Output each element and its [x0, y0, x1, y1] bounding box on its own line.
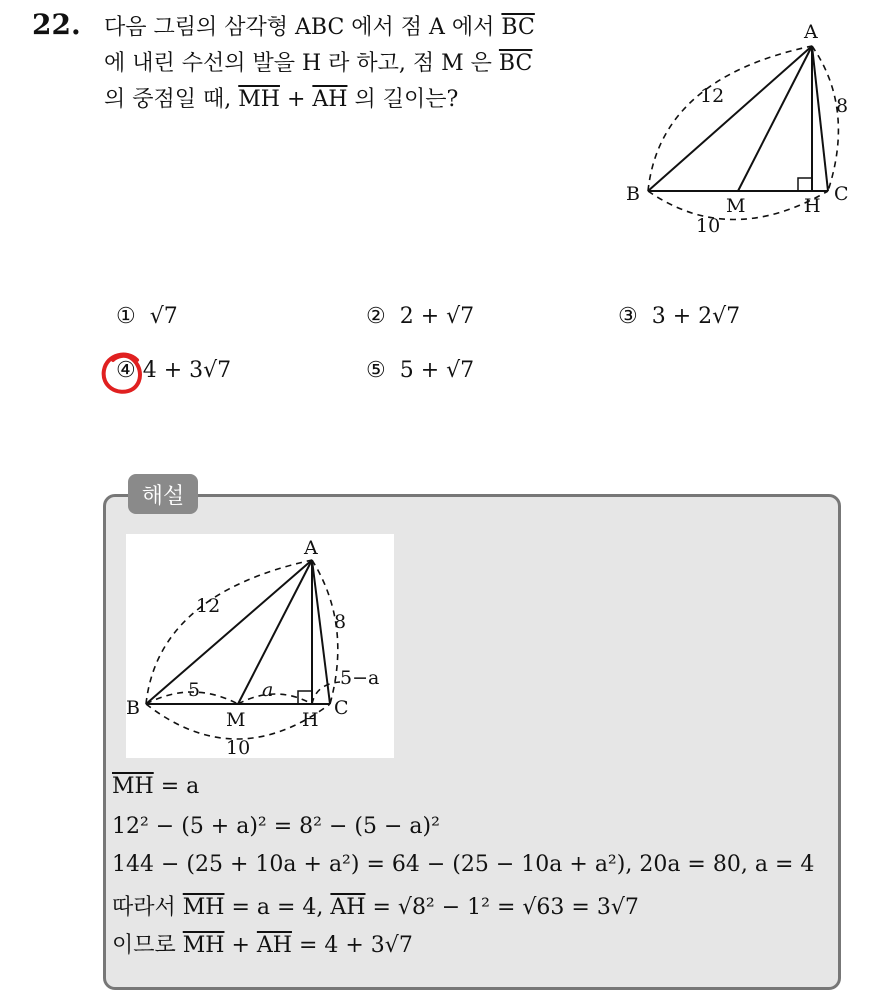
side-ab	[648, 46, 812, 191]
arc-mh	[238, 694, 312, 704]
label-a: A	[804, 21, 818, 43]
side-ac	[812, 46, 828, 191]
label-m: M	[726, 195, 746, 217]
segment-ah: $\overline{AH}$	[312, 87, 348, 112]
segment-bc: $\overline{BC}$	[501, 15, 535, 40]
question-line-1: 다음 그림의 삼각형 ABC 에서 점 A 에서 $\overline{BC}$	[104, 15, 535, 40]
triangle-figure	[610, 18, 860, 238]
solution-line-1: $\overline{MH} = a$	[112, 774, 200, 799]
solution-triangle-figure	[126, 534, 394, 758]
solution-line-5: 이므로 $\overline{MH} + \overline{AH} = 4 + 3√7$	[112, 933, 413, 958]
solution-line-3: 144 − (25 + 10a + a²) = 64 − (25 − 10a + a²), 20a = 80, a = 4	[112, 852, 815, 877]
choice-4[interactable]: ④ 4 + 3√7	[116, 358, 232, 383]
solution-line-2: 12² − (5 + a)² = 8² − (5 − a)²	[112, 814, 440, 839]
label-h: H	[302, 709, 319, 731]
question-number: 22.	[32, 8, 81, 41]
side-ab	[146, 560, 312, 704]
choice-2[interactable]: ② 2 + √7	[366, 304, 475, 329]
label-bc: 10	[696, 215, 721, 237]
choice-5[interactable]: ⑤ 5 + √7	[366, 358, 475, 383]
label-bc: 10	[226, 737, 251, 758]
question-line-3: 의 중점일 때, $\overline{MH} + \overline{AH}$ 의 길이는?	[104, 87, 459, 112]
segment-bc: $\overline{BC}$	[498, 51, 533, 76]
label-a: A	[304, 537, 318, 559]
label-ac: 8	[334, 611, 347, 633]
choice-1[interactable]: ① √7	[116, 304, 178, 329]
label-mh: a	[262, 679, 274, 701]
side-ac	[312, 560, 330, 704]
label-hc: 5−a	[340, 667, 380, 689]
solution-figure-container	[126, 534, 394, 758]
label-ac: 8	[836, 95, 849, 117]
label-ab: 12	[196, 595, 221, 617]
solution-tag: 해설	[128, 474, 198, 514]
choice-3[interactable]: ③ 3 + 2√7	[618, 304, 741, 329]
label-c: C	[834, 183, 849, 205]
label-bm: 5	[188, 679, 201, 701]
segment-mh: $\overline{MH}$	[238, 87, 280, 112]
label-b: B	[626, 183, 640, 205]
right-angle-mark	[798, 178, 812, 191]
label-h: H	[804, 195, 821, 217]
question-text	[104, 10, 604, 118]
answer-circle-mark	[97, 348, 149, 400]
solution-line-4: 따라서 $\overline{MH} = a = 4$, $\overline{AH} = √8^2 - 1^2 = √63 = 3√7$	[112, 895, 639, 920]
label-m: M	[226, 709, 246, 731]
label-c: C	[334, 697, 349, 719]
label-b: B	[126, 697, 140, 719]
right-angle-mark	[298, 691, 312, 704]
segment-am	[238, 560, 312, 704]
label-ab: 12	[700, 85, 725, 107]
question-line-2: 에 내린 수선의 발을 H 라 하고, 점 M 은 $\overline{BC}$	[104, 51, 533, 76]
segment-am	[738, 46, 812, 191]
